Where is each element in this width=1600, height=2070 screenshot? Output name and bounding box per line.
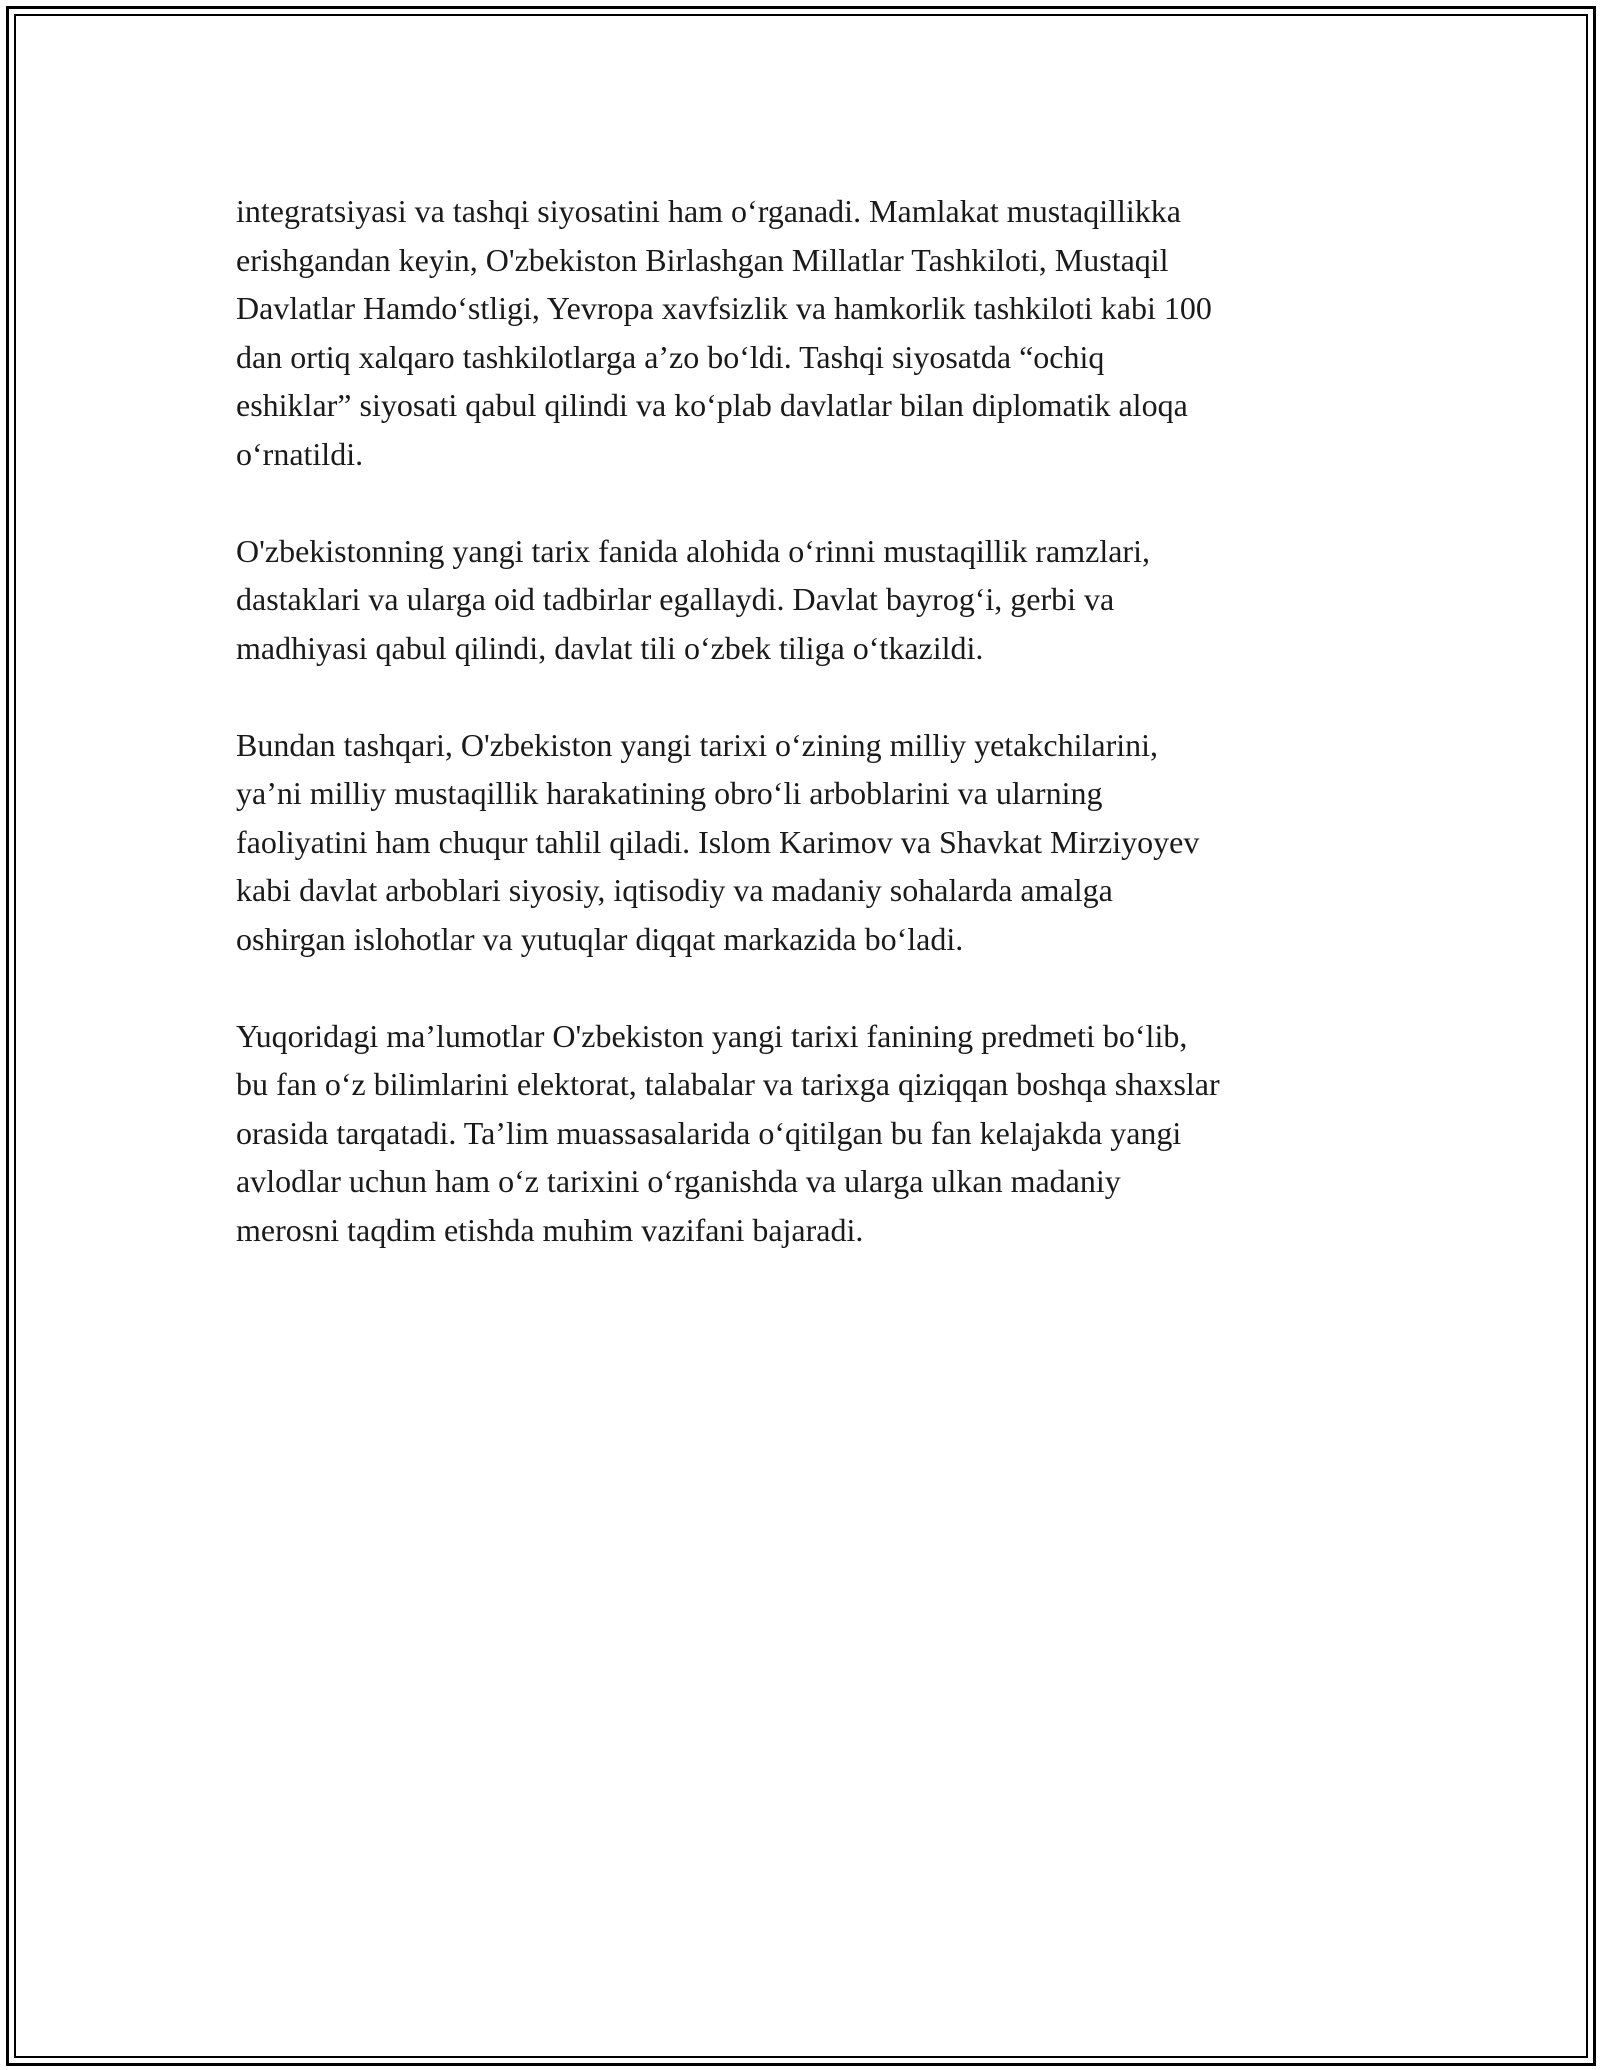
text-line: merosni taqdim etishda muhim vazifani bajaradi. bbox=[236, 1211, 864, 1248]
paragraph-foreign-policy bbox=[236, 187, 1386, 478]
text-line: bu fan o‘z bilimlarini elektorat, talabalar va tarixga qiziqqan boshqa shaxslar bbox=[236, 1066, 1220, 1102]
text-line: integratsiyasi va tashqi siyosatini ham o‘rganadi. Mamlakat mustaqillikka bbox=[236, 193, 1181, 229]
text-line: madhiyasi qabul qilindi, davlat tili o‘zbek tiliga o‘tkazildi. bbox=[236, 629, 984, 666]
text-line: Davlatlar Hamdo‘stligi, Yevropa xavfsizlik va hamkorlik tashkiloti kabi 100 bbox=[236, 290, 1212, 326]
text-line: ya’ni milliy mustaqillik harakatining obro‘li arboblarini va ularning bbox=[236, 775, 1103, 811]
text-line: o‘rnatildi. bbox=[236, 435, 364, 472]
text-line: Bundan tashqari, O'zbekiston yangi tarixi o‘zining milliy yetakchilarini, bbox=[236, 726, 1158, 763]
text-line: Yuqoridagi ma’lumotlar O'zbekiston yangi tarixi fanining predmeti bo‘lib, bbox=[236, 1017, 1188, 1054]
text-line: avlodlar uchun ham o‘z tarixini o‘rganishda va ularga ulkan madaniy bbox=[236, 1163, 1121, 1199]
paragraph-national-symbols bbox=[236, 527, 1386, 673]
text-line: orasida tarqatadi. Ta’lim muassasalarida o‘qitilgan bu fan kelajakda yangi bbox=[236, 1114, 1182, 1151]
paragraph-national-leaders bbox=[236, 721, 1386, 964]
document-body bbox=[236, 187, 1386, 1254]
text-line: eshiklar” siyosati qabul qilindi va ko‘plab davlatlar bilan diplomatik aloqa bbox=[236, 387, 1188, 423]
paragraph-subject-conclusion bbox=[236, 1012, 1386, 1255]
text-line: dastaklari va ularga oid tadbirlar egallaydi. Davlat bayrog‘i, gerbi va bbox=[236, 581, 1115, 617]
text-line: O'zbekistonning yangi tarix fanida alohida o‘rinni mustaqillik ramzlari, bbox=[236, 532, 1150, 569]
text-line: dan ortiq xalqaro tashkilotlarga a’zo bo‘ldi. Tashqi siyosatda “ochiq bbox=[236, 338, 1105, 375]
text-line: oshirgan islohotlar va yutuqlar diqqat markazida bo‘ladi. bbox=[236, 920, 964, 957]
text-line: faoliyatini ham chuqur tahlil qiladi. Islom Karimov va Shavkat Mirziyoyev bbox=[236, 823, 1200, 860]
text-line: kabi davlat arboblari siyosiy, iqtisodiy va madaniy sohalarda amalga bbox=[236, 872, 1113, 908]
text-line: erishgandan keyin, O'zbekiston Birlashgan Millatlar Tashkiloti, Mustaqil bbox=[236, 241, 1169, 278]
